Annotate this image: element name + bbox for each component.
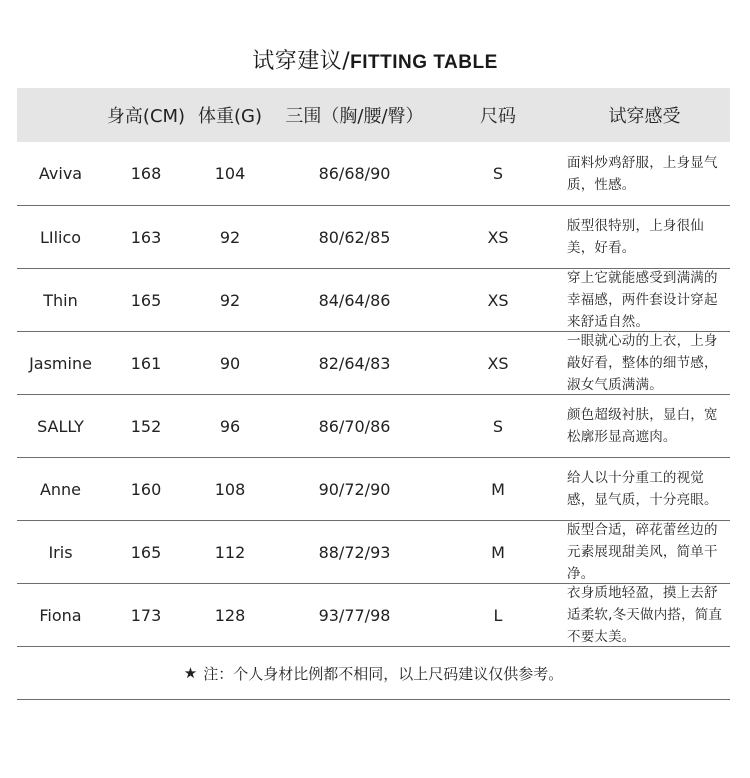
cell-size: L bbox=[493, 605, 503, 625]
cell-name: Thin bbox=[43, 290, 78, 310]
fitting-table bbox=[17, 88, 730, 700]
footer-note-text: 注：个人身材比例都不相同，以上尺码建议仅供参考。 bbox=[203, 664, 564, 683]
cell-bwh: 86/68/90 bbox=[318, 164, 391, 183]
cell-name: Anne bbox=[39, 479, 82, 499]
cell-height: 152 bbox=[130, 416, 162, 436]
page-title bbox=[0, 44, 750, 75]
cell-height: 160 bbox=[130, 479, 162, 499]
cell-name: Iris bbox=[48, 542, 73, 562]
cell-weight: 108 bbox=[214, 479, 246, 499]
cell-weight: 90 bbox=[219, 353, 241, 373]
cell-bwh: 86/70/86 bbox=[318, 416, 391, 436]
table-row bbox=[17, 142, 730, 205]
header-feedback: 试穿感受 bbox=[608, 106, 681, 127]
table-row bbox=[17, 331, 730, 394]
cell-bwh: 93/77/98 bbox=[318, 605, 391, 625]
cell-feedback: 颜色超级衬肤，显白，宽松廓形显高遮肉。 bbox=[567, 407, 718, 445]
cell-name: LIlico bbox=[39, 227, 82, 247]
cell-size: XS bbox=[487, 353, 509, 373]
cell-feedback: 一眼就心动的上衣，上身敲好看，整体的细节感，淑女气质满满。 bbox=[567, 333, 718, 393]
table-row bbox=[17, 520, 730, 583]
cell-height: 165 bbox=[130, 290, 162, 310]
cell-bwh: 82/64/83 bbox=[318, 353, 391, 373]
cell-size: XS bbox=[487, 227, 509, 247]
cell-feedback: 穿上它就能感受到满满的幸福感，两件套设计穿起来舒适自然。 bbox=[567, 270, 718, 330]
cell-weight: 92 bbox=[219, 227, 241, 247]
cell-feedback: 衣身质地轻盈，摸上去舒适柔软,冬天做内搭，简直不要太美。 bbox=[567, 585, 723, 645]
cell-height: 173 bbox=[130, 605, 162, 625]
cell-size: M bbox=[491, 542, 505, 562]
cell-weight: 128 bbox=[214, 605, 246, 625]
cell-weight: 104 bbox=[214, 164, 246, 183]
table-body bbox=[17, 142, 730, 646]
table-row bbox=[17, 583, 730, 646]
star-icon: ★ bbox=[183, 664, 198, 682]
cell-size: S bbox=[492, 164, 504, 183]
table-row bbox=[17, 457, 730, 520]
table-header bbox=[17, 88, 730, 142]
cell-weight: 112 bbox=[214, 542, 246, 562]
title-en: FITTING TABLE bbox=[350, 52, 498, 73]
cell-bwh: 88/72/93 bbox=[318, 542, 391, 562]
table-row bbox=[17, 205, 730, 268]
cell-weight: 96 bbox=[219, 416, 241, 436]
cell-feedback: 版型很特别，上身很仙美，好看。 bbox=[567, 218, 704, 256]
cell-name: Jasmine bbox=[29, 353, 92, 373]
cell-height: 165 bbox=[130, 542, 162, 562]
header-height: 身高(CM) bbox=[106, 106, 186, 127]
cell-name: Fiona bbox=[39, 605, 82, 625]
cell-height: 161 bbox=[130, 353, 162, 373]
cell-bwh: 80/62/85 bbox=[318, 227, 391, 247]
header-weight: 体重(G) bbox=[198, 106, 262, 127]
cell-feedback: 给人以十分重工的视觉感，显气质，十分亮眼。 bbox=[567, 470, 718, 508]
cell-size: S bbox=[492, 416, 504, 436]
cell-feedback: 版型合适，碎花蕾丝边的元素展现甜美风，简单干净。 bbox=[567, 522, 718, 582]
cell-weight: 92 bbox=[219, 290, 241, 310]
cell-size: XS bbox=[487, 290, 509, 310]
table-row bbox=[17, 268, 730, 331]
footer-note bbox=[17, 646, 730, 700]
cell-height: 168 bbox=[130, 164, 162, 183]
cell-size: M bbox=[491, 479, 505, 499]
cell-name: SALLY bbox=[37, 416, 84, 436]
header-bwh: 三围（胸/腰/臀） bbox=[285, 106, 424, 127]
table-row bbox=[17, 394, 730, 457]
title-cn: 试穿建议/ bbox=[252, 49, 351, 74]
cell-bwh: 90/72/90 bbox=[318, 479, 391, 499]
header-size: 尺码 bbox=[480, 106, 516, 127]
cell-height: 163 bbox=[130, 227, 162, 247]
cell-feedback: 面料炒鸡舒服，上身显气质，性感。 bbox=[567, 154, 718, 193]
cell-name: Aviva bbox=[38, 164, 83, 183]
cell-bwh: 84/64/86 bbox=[318, 290, 391, 310]
